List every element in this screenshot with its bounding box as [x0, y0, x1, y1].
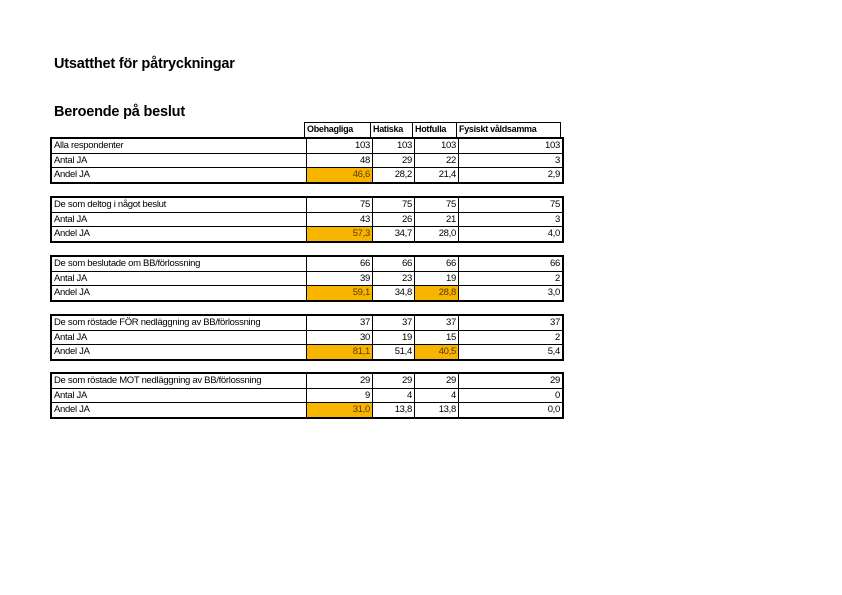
row-label: Antal JA [51, 153, 307, 168]
row-label: De som röstade MOT nedläggning av BB/förlossning [51, 373, 307, 388]
table-cell: 29 [373, 153, 415, 168]
column-header: Hatiska [371, 123, 413, 138]
row-label: Andel JA [51, 168, 307, 183]
table-cell: 103 [373, 138, 415, 153]
header-spacer [50, 123, 305, 138]
table-cell: 51,4 [373, 345, 415, 360]
table-cell: 66 [459, 256, 564, 271]
table-cell: 13,8 [415, 403, 459, 418]
table-row [51, 330, 563, 345]
table-cell: 37 [373, 315, 415, 330]
table-cell: 37 [459, 315, 564, 330]
table-cell: 13,8 [373, 403, 415, 418]
table-cell: 9 [307, 388, 373, 403]
table-cell: 66 [307, 256, 373, 271]
table-cell: 3,0 [459, 286, 564, 301]
table-block [50, 314, 564, 361]
table-cell: 21 [415, 212, 459, 227]
table-cell: 2 [459, 271, 564, 286]
row-label: Antal JA [51, 212, 307, 227]
table-cell: 34,7 [373, 227, 415, 242]
table-cell: 75 [373, 197, 415, 212]
table-cell: 29 [415, 373, 459, 388]
table-cell: 0,0 [459, 403, 564, 418]
table-cell: 75 [415, 197, 459, 212]
row-label: Andel JA [51, 403, 307, 418]
table-row [51, 227, 563, 242]
row-label: Antal JA [51, 271, 307, 286]
table-cell: 43 [307, 212, 373, 227]
highlighted-cell: 40,5 [415, 345, 459, 360]
table-cell: 29 [373, 373, 415, 388]
column-header-row [50, 122, 561, 138]
row-label: Andel JA [51, 227, 307, 242]
table-row [51, 153, 563, 168]
table-row [51, 403, 563, 418]
table-cell: 22 [415, 153, 459, 168]
table-cell: 66 [373, 256, 415, 271]
table-row [51, 373, 563, 388]
table-cell: 39 [307, 271, 373, 286]
table-cell: 37 [307, 315, 373, 330]
table-cell: 48 [307, 153, 373, 168]
table-row [51, 212, 563, 227]
table-cell: 28,2 [373, 168, 415, 183]
table-cell: 37 [415, 315, 459, 330]
highlighted-cell: 59,1 [307, 286, 373, 301]
table-row [51, 388, 563, 403]
highlighted-cell: 81,1 [307, 345, 373, 360]
row-label: De som röstade FÖR nedläggning av BB/förlossning [51, 315, 307, 330]
table-cell: 103 [415, 138, 459, 153]
table-cell: 21,4 [415, 168, 459, 183]
table-cell: 4 [415, 388, 459, 403]
page-title: Utsatthet för påtryckningar [54, 56, 235, 72]
table-cell: 19 [373, 330, 415, 345]
table-cell: 3 [459, 153, 564, 168]
table-row [51, 315, 563, 330]
highlighted-cell: 46,6 [307, 168, 373, 183]
highlighted-cell: 31,0 [307, 403, 373, 418]
section-subtitle: Beroende på beslut [54, 104, 185, 120]
table-cell: 75 [459, 197, 564, 212]
table-row [51, 286, 563, 301]
table-cell: 29 [307, 373, 373, 388]
table-row [51, 256, 563, 271]
highlighted-cell: 57,3 [307, 227, 373, 242]
table-cell: 23 [373, 271, 415, 286]
table-cell: 30 [307, 330, 373, 345]
row-label: Andel JA [51, 286, 307, 301]
row-label: Antal JA [51, 330, 307, 345]
table-block [50, 196, 564, 243]
row-label: Alla respondenter [51, 138, 307, 153]
table-cell: 26 [373, 212, 415, 227]
table-cell: 0 [459, 388, 564, 403]
row-label: De som deltog i något beslut [51, 197, 307, 212]
table-cell: 28,0 [415, 227, 459, 242]
table-cell: 34,8 [373, 286, 415, 301]
table-row [51, 197, 563, 212]
highlighted-cell: 28,8 [415, 286, 459, 301]
row-label: Antal JA [51, 388, 307, 403]
table-cell: 103 [307, 138, 373, 153]
table-cell: 2 [459, 330, 564, 345]
table-row [51, 271, 563, 286]
table-cell: 4,0 [459, 227, 564, 242]
table-cell: 2,9 [459, 168, 564, 183]
column-header: Fysiskt våldsamma [457, 123, 561, 138]
table-block [50, 137, 564, 184]
row-label: De som beslutade om BB/förlossning [51, 256, 307, 271]
table-cell: 15 [415, 330, 459, 345]
table-cell: 66 [415, 256, 459, 271]
table-row [51, 168, 563, 183]
table-cell: 75 [307, 197, 373, 212]
table-block [50, 372, 564, 419]
table-row [51, 345, 563, 360]
column-header: Hotfulla [413, 123, 457, 138]
table-cell: 4 [373, 388, 415, 403]
table-cell: 5,4 [459, 345, 564, 360]
table-cell: 3 [459, 212, 564, 227]
column-header: Obehagliga [305, 123, 371, 138]
table-cell: 29 [459, 373, 564, 388]
table-block [50, 255, 564, 302]
row-label: Andel JA [51, 345, 307, 360]
table-cell: 103 [459, 138, 564, 153]
table-cell: 19 [415, 271, 459, 286]
table-row [51, 138, 563, 153]
